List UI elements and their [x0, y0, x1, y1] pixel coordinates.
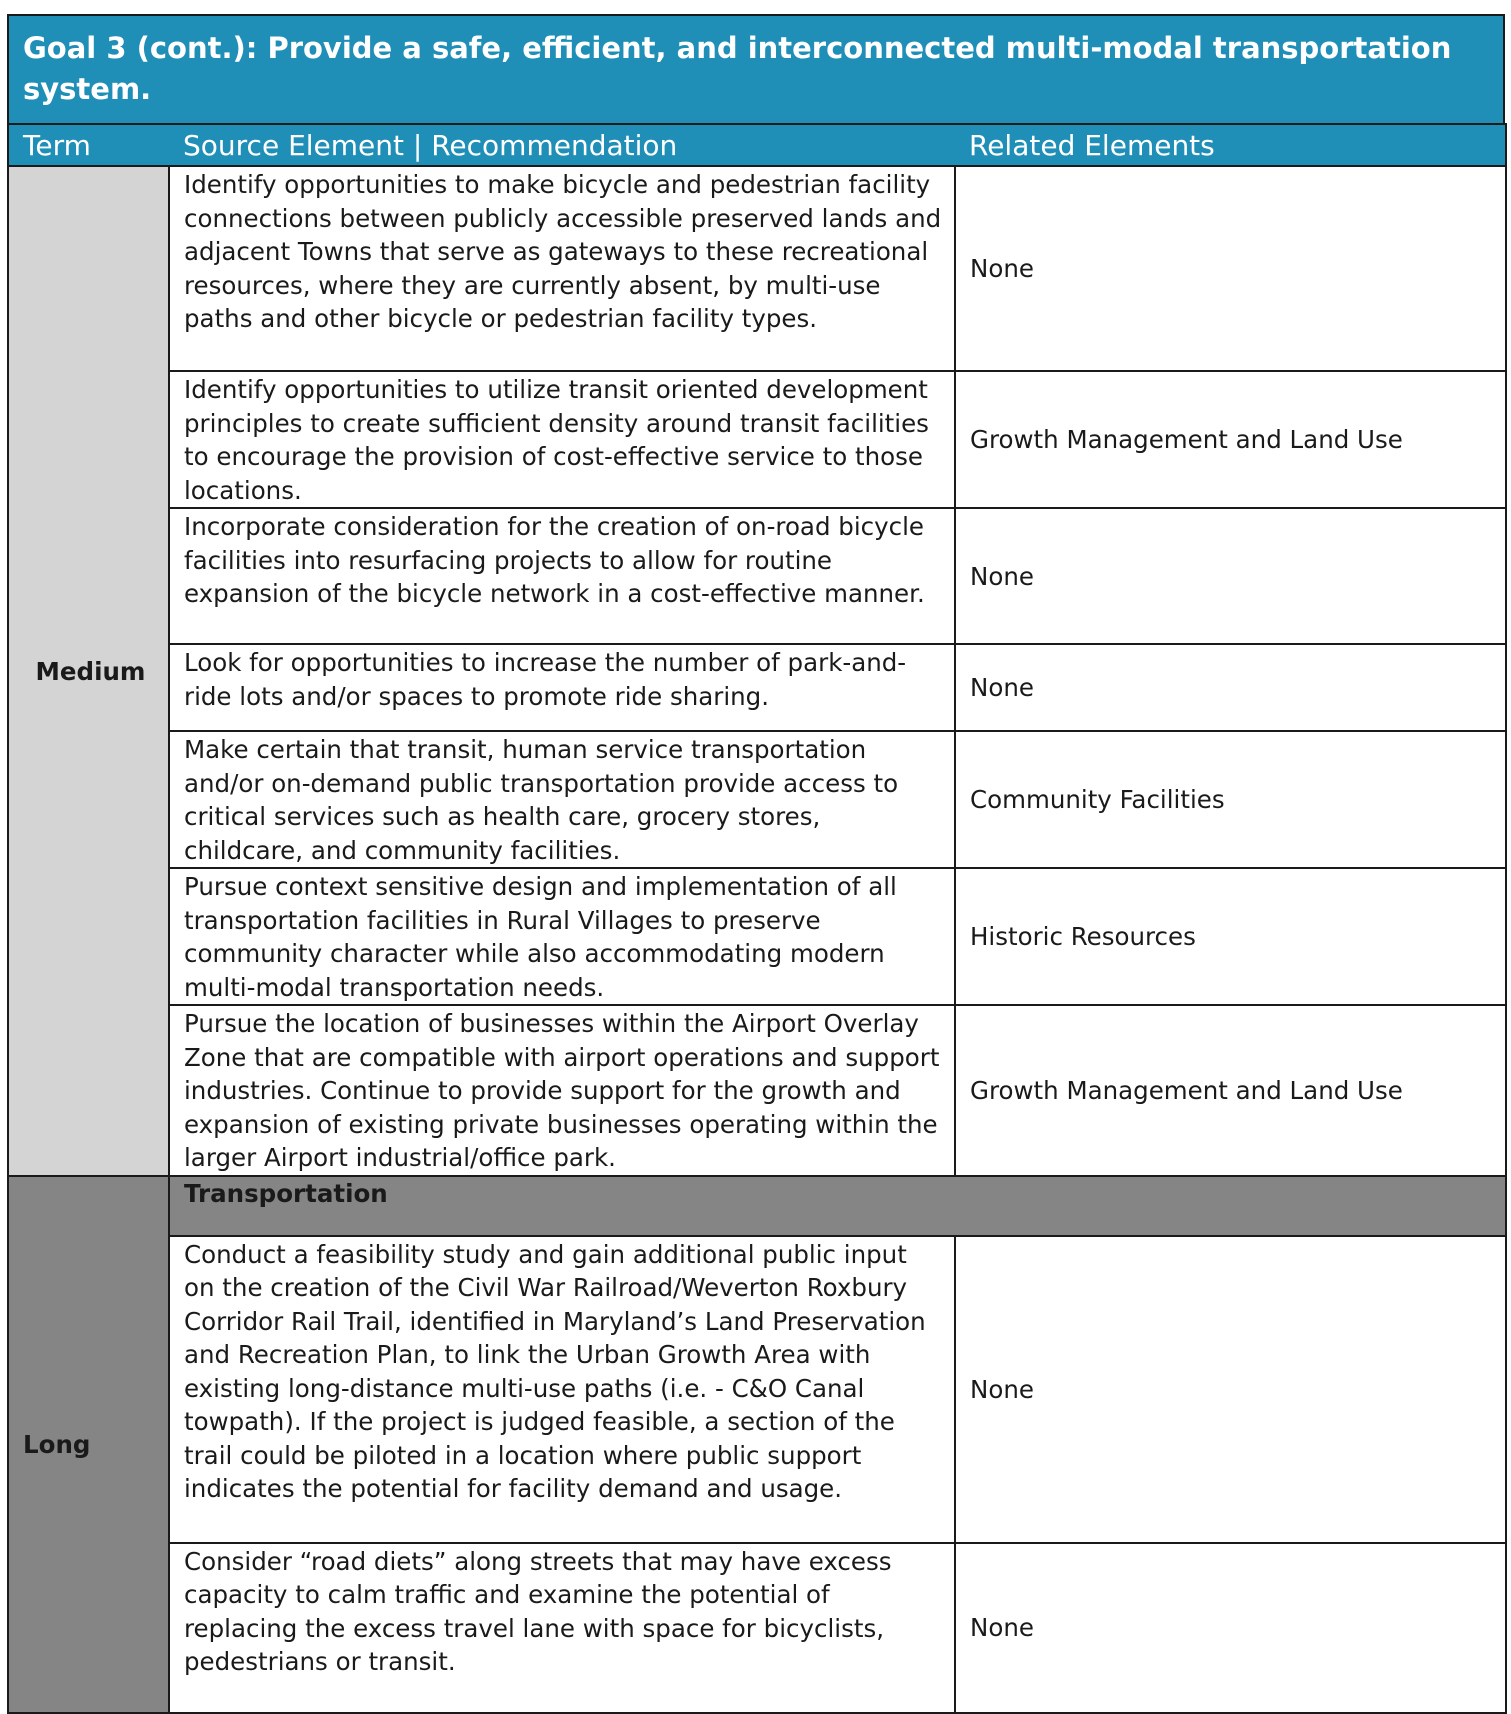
recommendation-column-header: Source Element | Recommendation — [169, 124, 955, 166]
related-elements-cell: None — [955, 508, 1506, 644]
table-row — [8, 508, 1506, 644]
recommendation-cell: Identify opportunities to utilize transit oriented development principles to create sufficient density around transit facilities to encourage the provision of cost-effective service to those locations. — [169, 371, 955, 508]
table-row — [8, 371, 1506, 508]
related-elements-cell: Growth Management and Land Use — [955, 371, 1506, 508]
related-elements-cell: None — [955, 166, 1506, 371]
recommendation-cell: Conduct a feasibility study and gain additional public input on the creation of the Civil War Railroad/Weverton Roxbury Corridor Rail Trail, identified in Maryland’s Land Preservation and Recreation Plan, to link the Urban Growth Area with existing long-distance multi-use paths (i.e. - C&O Canal towpath). If the project is judged feasible, a section of the trail could be piloted in a location where public support indicates the potential for facility demand and usage. — [169, 1236, 955, 1543]
table-row — [8, 1236, 1506, 1543]
recommendation-cell: Look for opportunities to increase the number of park-and-ride lots and/or spaces to promote ride sharing. — [169, 644, 955, 731]
goal-title: Goal 3 (cont.): Provide a safe, efficient, and interconnected multi-modal transportation system. — [7, 14, 1505, 123]
table-row — [8, 731, 1506, 868]
term-column-header: Term — [8, 124, 169, 166]
table-row — [8, 868, 1506, 1005]
recommendations-document — [7, 14, 1505, 1714]
related-elements-cell: Community Facilities — [955, 731, 1506, 868]
recommendation-cell: Consider “road diets” along streets that may have excess capacity to calm traffic and examine the potential of replacing the excess travel lane with space for bicyclists, pedestrians or transit. — [169, 1543, 955, 1713]
term-long-cell: Long — [8, 1176, 169, 1713]
table-row — [8, 166, 1506, 371]
recommendation-cell: Pursue the location of businesses within the Airport Overlay Zone that are compatible with airport operations and support industries. Continue to provide support for the growth and expansion of existing private businesses operating within the larger Airport industrial/office park. — [169, 1005, 955, 1176]
table-header-row — [8, 124, 1506, 166]
recommendation-cell: Make certain that transit, human service transportation and/or on-demand public transportation provide access to critical services such as health care, grocery stores, childcare, and community facilities. — [169, 731, 955, 868]
table-row — [8, 644, 1506, 731]
table-row — [8, 1005, 1506, 1176]
related-elements-column-header: Related Elements — [955, 124, 1506, 166]
related-elements-cell: None — [955, 1236, 1506, 1543]
section-header-row — [8, 1176, 1506, 1236]
term-medium-cell: Medium — [8, 166, 169, 1176]
section-title: Transportation — [169, 1176, 1506, 1236]
recommendation-cell: Pursue context sensitive design and implementation of all transportation facilities in Rural Villages to preserve community character while also accommodating modern multi-modal transportation needs. — [169, 868, 955, 1005]
table-row — [8, 1543, 1506, 1713]
related-elements-cell: None — [955, 1543, 1506, 1713]
recommendations-table — [7, 123, 1507, 1714]
recommendation-cell: Identify opportunities to make bicycle and pedestrian facility connections between publicly accessible preserved lands and adjacent Towns that serve as gateways to these recreational resources, where they are currently absent, by multi-use paths and other bicycle or pedestrian facility types. — [169, 166, 955, 371]
recommendation-cell: Incorporate consideration for the creation of on-road bicycle facilities into resurfacing projects to allow for routine expansion of the bicycle network in a cost-effective manner. — [169, 508, 955, 644]
related-elements-cell: Historic Resources — [955, 868, 1506, 1005]
related-elements-cell: None — [955, 644, 1506, 731]
related-elements-cell: Growth Management and Land Use — [955, 1005, 1506, 1176]
